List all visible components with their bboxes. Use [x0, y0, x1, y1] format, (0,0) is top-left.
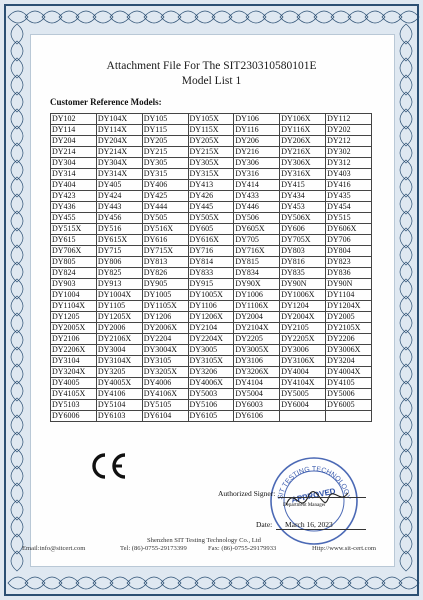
model-cell: DY3205 — [96, 367, 142, 378]
model-cell: DY1006 — [234, 290, 280, 301]
model-cell — [326, 411, 372, 422]
model-cell: DY6105 — [188, 411, 234, 422]
model-cell: DY315 — [142, 169, 188, 180]
model-cell: DY436 — [51, 202, 97, 213]
model-cell: DY1106 — [188, 301, 234, 312]
model-cell: DY106X — [280, 114, 326, 125]
model-cell: DY2105X — [326, 323, 372, 334]
model-cell: DY314 — [51, 169, 97, 180]
footer-email: Email:info@sitcert.com — [22, 545, 86, 552]
model-cell: DY903 — [51, 279, 97, 290]
model-cell: DY1105X — [142, 301, 188, 312]
model-cell: DY212 — [326, 136, 372, 147]
model-cell: DY806 — [96, 257, 142, 268]
model-cell: DY5004 — [234, 389, 280, 400]
model-cell: DY705 — [234, 235, 280, 246]
model-cell: DY405 — [96, 180, 142, 191]
table-row — [51, 400, 372, 411]
model-cell: DY6006 — [51, 411, 97, 422]
model-cell: DY4006X — [188, 378, 234, 389]
model-cell: DY433 — [234, 191, 280, 202]
model-cell: DY803 — [280, 246, 326, 257]
model-cell: DY102 — [51, 114, 97, 125]
model-cell: DY3006X — [326, 345, 372, 356]
model-cell: DY444 — [142, 202, 188, 213]
model-cell: DY905 — [142, 279, 188, 290]
model-cell: DY3006 — [280, 345, 326, 356]
model-cell: DY3004X — [142, 345, 188, 356]
model-cell: DY1106X — [234, 301, 280, 312]
model-cell: DY823 — [326, 257, 372, 268]
model-cell: DY615 — [51, 235, 97, 246]
ce-mark-icon — [88, 452, 128, 480]
model-cell: DY1204 — [280, 301, 326, 312]
model-cell: DY114X — [96, 125, 142, 136]
model-cell: DY825 — [96, 268, 142, 279]
model-cell: DY1205X — [96, 312, 142, 323]
stamp-arc-text: SIT TESTING TECHNOLOGY — [277, 465, 351, 501]
model-cell: DY4004 — [280, 367, 326, 378]
model-cell: DY605X — [234, 224, 280, 235]
table-row — [51, 312, 372, 323]
model-cell: DY834 — [234, 268, 280, 279]
model-cell: DY114 — [51, 125, 97, 136]
model-cell: DY116X — [280, 125, 326, 136]
model-cell: DY206X — [280, 136, 326, 147]
model-cell: DY606X — [326, 224, 372, 235]
model-cell: DY2204 — [142, 334, 188, 345]
model-cell: DY4105 — [326, 378, 372, 389]
model-cell: DY833 — [188, 268, 234, 279]
model-cell: DY1104 — [326, 290, 372, 301]
model-cell: DY2004X — [280, 312, 326, 323]
model-cell: DY434 — [280, 191, 326, 202]
model-cell: DY3105X — [188, 356, 234, 367]
model-cell: DY915 — [188, 279, 234, 290]
model-cell: DY1204X — [326, 301, 372, 312]
model-cell: DY1206X — [188, 312, 234, 323]
model-cell: DY6103 — [96, 411, 142, 422]
model-cell: DY505 — [142, 213, 188, 224]
model-cell: DY2104 — [188, 323, 234, 334]
model-cell: DY2204X — [188, 334, 234, 345]
model-cell: DY706 — [326, 235, 372, 246]
model-cell: DY3105 — [142, 356, 188, 367]
date-value: March 16, 2023 — [285, 520, 333, 529]
document-title: Attachment File For The SIT230310580101E — [106, 60, 317, 72]
table-row — [51, 411, 372, 422]
model-cell: DY305X — [188, 158, 234, 169]
table-row — [51, 114, 372, 125]
model-cell: DY314X — [96, 169, 142, 180]
model-cell: DY5003 — [188, 389, 234, 400]
footer-tel: Tel: (86)-0755-29173399 — [120, 545, 187, 552]
model-cell: DY715X — [142, 246, 188, 257]
model-cell: DY4005X — [96, 378, 142, 389]
model-cell: DY112 — [326, 114, 372, 125]
date-line — [276, 529, 366, 530]
model-cell: DY305 — [142, 158, 188, 169]
date-label: Date: — [256, 520, 273, 529]
model-cell: DY6106 — [234, 411, 280, 422]
table-row — [51, 334, 372, 345]
table-row — [51, 180, 372, 191]
table-row — [51, 191, 372, 202]
model-cell: DY716X — [234, 246, 280, 257]
model-cell: DY1005X — [188, 290, 234, 301]
footer-website: Http://www.sit-cert.com — [312, 545, 377, 552]
model-cell: DY216 — [234, 147, 280, 158]
model-cell: DY2104X — [234, 323, 280, 334]
table-row — [51, 268, 372, 279]
model-cell: DY90X — [234, 279, 280, 290]
table-row — [51, 224, 372, 235]
model-cell: DY4106X — [142, 389, 188, 400]
model-cell: DY5006 — [326, 389, 372, 400]
table-row — [51, 202, 372, 213]
model-cell: DY2005X — [51, 323, 97, 334]
authorized-signer-label: Authorized Signer: — [218, 489, 276, 498]
model-cell: DY1105 — [96, 301, 142, 312]
model-cell: DY205X — [188, 136, 234, 147]
model-cell: DY6003 — [234, 400, 280, 411]
model-cell: DY2005 — [326, 312, 372, 323]
model-cell: DY316 — [234, 169, 280, 180]
model-cell: DY706X — [51, 246, 97, 257]
table-row — [51, 257, 372, 268]
model-cell: DY1004X — [96, 290, 142, 301]
model-cell: DY304 — [51, 158, 97, 169]
model-cell: DY2106 — [51, 334, 97, 345]
model-cell: DY3104X — [96, 356, 142, 367]
model-cell: DY615X — [96, 235, 142, 246]
model-cell: DY454 — [326, 202, 372, 213]
model-cell: DY2206X — [51, 345, 97, 356]
model-cell: DY3005 — [188, 345, 234, 356]
model-table — [50, 113, 372, 422]
model-cell: DY1205 — [51, 312, 97, 323]
model-cell: DY115X — [188, 125, 234, 136]
model-cell: DY606 — [280, 224, 326, 235]
model-cell: DY716 — [188, 246, 234, 257]
model-cell: DY1006X — [280, 290, 326, 301]
model-cell: DY5104 — [96, 400, 142, 411]
model-cell: DY2206 — [326, 334, 372, 345]
model-cell: DY302 — [326, 147, 372, 158]
model-cell: DY446 — [234, 202, 280, 213]
model-cell: DY4106 — [96, 389, 142, 400]
model-cell: DY105X — [188, 114, 234, 125]
model-cell: DY216X — [280, 147, 326, 158]
table-row — [51, 279, 372, 290]
model-cell: DY805 — [51, 257, 97, 268]
model-cell: DY516 — [96, 224, 142, 235]
model-cell: DY425 — [142, 191, 188, 202]
model-cell: DY3206 — [188, 367, 234, 378]
model-cell: DY214X — [96, 147, 142, 158]
footer-fax: Fax: (86)-0755-29179933 — [208, 545, 277, 552]
model-cell: DY404 — [51, 180, 97, 191]
model-cell: DY413 — [188, 180, 234, 191]
model-cell: DY804 — [326, 246, 372, 257]
model-cell: DY3106 — [234, 356, 280, 367]
model-cell: DY205 — [142, 136, 188, 147]
model-cell: DY204X — [96, 136, 142, 147]
model-cell: DY455 — [51, 213, 97, 224]
model-cell: DY445 — [188, 202, 234, 213]
signature-line — [278, 497, 366, 498]
ce-mark — [88, 452, 128, 480]
model-cell: DY826 — [142, 268, 188, 279]
table-row — [51, 345, 372, 356]
table-row — [51, 158, 372, 169]
model-cell: DY516X — [142, 224, 188, 235]
model-cell: DY4104X — [280, 378, 326, 389]
document-subtitle: Model List 1 — [181, 75, 242, 87]
model-cell: DY414 — [234, 180, 280, 191]
model-cell: DY2205 — [234, 334, 280, 345]
table-row — [51, 136, 372, 147]
model-cell: DY90N — [280, 279, 326, 290]
model-cell: DY3104 — [51, 356, 97, 367]
model-cell: DY306 — [234, 158, 280, 169]
model-cell: DY105 — [142, 114, 188, 125]
model-cell: DY116 — [234, 125, 280, 136]
approved-stamp — [268, 455, 360, 547]
table-row — [51, 246, 372, 257]
model-cell: DY616 — [142, 235, 188, 246]
model-cell: DY5005 — [280, 389, 326, 400]
table-row — [51, 389, 372, 400]
model-cell: DY515X — [51, 224, 97, 235]
model-cell: DY3206X — [234, 367, 280, 378]
model-cell: DY5103 — [51, 400, 97, 411]
model-cell: DY505X — [188, 213, 234, 224]
model-cell: DY315X — [188, 169, 234, 180]
model-cell: DY506 — [234, 213, 280, 224]
model-cell: DY5106 — [188, 400, 234, 411]
model-cell: DY106 — [234, 114, 280, 125]
model-cell: DY214 — [51, 147, 97, 158]
model-cell: DY312 — [326, 158, 372, 169]
model-cell: DY1005 — [142, 290, 188, 301]
model-cell: DY605 — [188, 224, 234, 235]
model-cell: DY4005 — [51, 378, 97, 389]
model-cell — [280, 411, 326, 422]
model-cell: DY2205X — [280, 334, 326, 345]
model-cell: DY1104X — [51, 301, 97, 312]
table-row — [51, 125, 372, 136]
model-cell: DY453 — [280, 202, 326, 213]
section-title: Customer Reference Models: — [50, 97, 162, 107]
model-cell: DY406 — [142, 180, 188, 191]
table-row — [51, 323, 372, 334]
model-cell: DY104X — [96, 114, 142, 125]
model-cell: DY816 — [280, 257, 326, 268]
model-cell: DY206 — [234, 136, 280, 147]
model-cell: DY824 — [51, 268, 97, 279]
model-cell: DY3004 — [96, 345, 142, 356]
model-cell: DY215X — [188, 147, 234, 158]
model-cell: DY304X — [96, 158, 142, 169]
model-cell: DY424 — [96, 191, 142, 202]
model-cell: DY715 — [96, 246, 142, 257]
model-cell: DY815 — [234, 257, 280, 268]
model-cell: DY415 — [280, 180, 326, 191]
table-row — [51, 367, 372, 378]
model-cell: DY316X — [280, 169, 326, 180]
footer-company: Shenzhen SIT Testing Technology Co., Ltd — [147, 537, 261, 544]
model-cell: DY403 — [326, 169, 372, 180]
model-cell: DY3205X — [142, 367, 188, 378]
model-cell: DY435 — [326, 191, 372, 202]
model-cell: DY6104 — [142, 411, 188, 422]
model-cell: DY2006 — [96, 323, 142, 334]
table-row — [51, 169, 372, 180]
model-cell: DY616X — [188, 235, 234, 246]
model-cell: DY202 — [326, 125, 372, 136]
stamp-center-text: APPROVED — [290, 486, 337, 505]
model-cell: DY3106X — [280, 356, 326, 367]
model-cell: DY1004 — [51, 290, 97, 301]
model-cell: DY416 — [326, 180, 372, 191]
model-cell: DY3204 — [326, 356, 372, 367]
model-cell: DY443 — [96, 202, 142, 213]
model-cell: DY215 — [142, 147, 188, 158]
model-cell: DY3005X — [234, 345, 280, 356]
table-row — [51, 356, 372, 367]
model-cell: DY4104 — [234, 378, 280, 389]
model-cell: DY2006X — [142, 323, 188, 334]
model-cell: DY4004X — [326, 367, 372, 378]
model-cell: DY456 — [96, 213, 142, 224]
table-row — [51, 213, 372, 224]
model-cell: DY6004 — [280, 400, 326, 411]
model-cell: DY306X — [280, 158, 326, 169]
model-cell: DY426 — [188, 191, 234, 202]
model-cell: DY814 — [188, 257, 234, 268]
model-cell: DY2105 — [280, 323, 326, 334]
model-cell: DY836 — [326, 268, 372, 279]
model-cell: DY506X — [280, 213, 326, 224]
model-cell: DY204 — [51, 136, 97, 147]
model-cell: DY3204X — [51, 367, 97, 378]
model-cell: DY705X — [280, 235, 326, 246]
model-cell: DY115 — [142, 125, 188, 136]
model-cell: DY835 — [280, 268, 326, 279]
model-cell: DY4006 — [142, 378, 188, 389]
model-cell: DY2004 — [234, 312, 280, 323]
model-cell: DY1206 — [142, 312, 188, 323]
table-row — [51, 378, 372, 389]
table-row — [51, 147, 372, 158]
table-row — [51, 290, 372, 301]
table-row — [51, 301, 372, 312]
table-row — [51, 235, 372, 246]
model-cell: DY5105 — [142, 400, 188, 411]
model-cell: DY4105X — [51, 389, 97, 400]
signer-title: Department Manager — [283, 503, 326, 508]
model-cell: DY913 — [96, 279, 142, 290]
model-cell: DY515 — [326, 213, 372, 224]
model-cell: DY2106X — [96, 334, 142, 345]
model-cell: DY813 — [142, 257, 188, 268]
model-cell: DY423 — [51, 191, 97, 202]
model-cell: DY90N — [326, 279, 372, 290]
model-cell: DY6005 — [326, 400, 372, 411]
